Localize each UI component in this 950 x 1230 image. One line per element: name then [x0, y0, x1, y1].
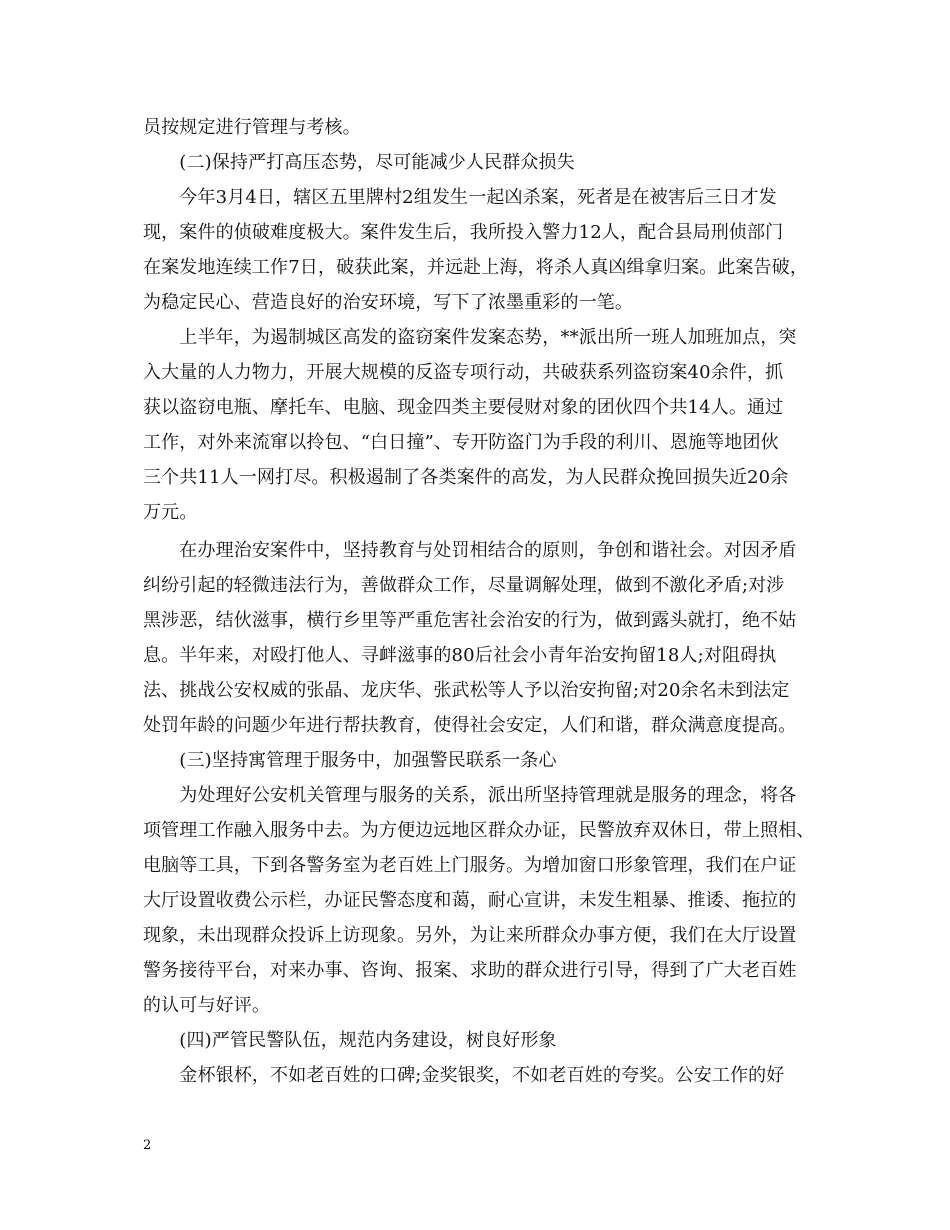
text-line-14: 纠纷引起的轻微违法行为，善做群众工作，尽量调解处理，做到不激化矛盾;对涉: [143, 575, 785, 596]
text-line-8: 入大量的人力物力，开展大规模的反盗专项行动，共破获系列盗窃案40余件，抓: [143, 362, 784, 383]
text-line-18: 处罚年龄的问题少年进行帮扶教育，使得社会安定，人们和谐，群众满意度提高。: [143, 715, 797, 736]
text-line-4: 现，案件的侦破难度极大。案件发生后，我所投入警力12人，配合县局刑侦部门: [143, 222, 784, 243]
section-heading-4: (四)严管民警队伍，规范内务建设，树良好形象: [143, 1030, 557, 1051]
text-line-7: 上半年，为遏制城区高发的盗窃案件发案态势，**派出所一班人加班加点，突: [143, 327, 797, 348]
text-line-12: 万元。: [143, 502, 198, 523]
text-line-22: 电脑等工具，下到各警务室为老百姓上门服务。为增加窗口形象管理，我们在户证: [143, 855, 797, 876]
text-line-28: 金杯银杯，不如老百姓的口碑;金奖银奖，不如老百姓的夸奖。公安工作的好: [143, 1065, 785, 1086]
text-line-25: 警务接待平台，对来办事、咨询、报案、求助的群众进行引导，得到了广大老百姓: [143, 960, 797, 981]
text-line-23: 大厅设置收费公示栏，办证民警态度和蔼，耐心宣讲，未发生粗暴、推诿、拖拉的: [143, 890, 797, 911]
page-number: 2: [143, 1138, 152, 1153]
text-line-10: 工作，对外来流窜以拎包、“白日撞”、专开防盗门为手段的利川、恩施等地团伙: [143, 432, 779, 453]
section-heading-2: (二)保持严打高压态势，尽可能减少人民群众损失: [143, 152, 575, 173]
text-line-11: 三个共11人一网打尽。积极遏制了各类案件的高发，为人民群众挽回损失近20余: [143, 467, 789, 488]
text-line-5: 在案发地连续工作7日，破获此案，并远赴上海，将杀人真凶缉拿归案。此案告破，: [143, 257, 808, 278]
text-line-17: 法、挑战公安权威的张晶、龙庆华、张武松等人予以治安拘留;对20余名未到法定: [143, 680, 790, 701]
text-line-13: 在办理治安案件中，坚持教育与处罚相结合的原则，争创和谐社会。对因矛盾: [143, 540, 797, 561]
text-line-9: 获以盗窃电瓶、摩托车、电脑、现金四类主要侵财对象的团伙四个共14人。通过: [143, 397, 784, 418]
text-line-21: 项管理工作融入服务中去。为方便边远地区群众办证，民警放弃双休日，带上照相、: [143, 820, 815, 841]
text-line-16: 息。半年来，对殴打他人、寻衅滋事的80后社会小青年治安拘留18人;对阻碍执: [143, 645, 777, 666]
text-line-20: 为处理好公安机关管理与服务的关系，派出所坚持管理就是服务的理念，将各: [143, 785, 797, 806]
text-line-24: 现象，未出现群众投诉上访现象。另外，为让来所群众办事方便，我们在大厅设置: [143, 925, 797, 946]
text-line-26: 的认可与好评。: [143, 995, 271, 1016]
section-heading-3: (三)坚持寓管理于服务中，加强警民联系一条心: [143, 750, 557, 771]
text-line-1: 员按规定进行管理与考核。: [143, 117, 361, 138]
text-line-6: 为稳定民心、营造良好的治安环境，写下了浓墨重彩的一笔。: [143, 292, 634, 313]
text-line-15: 黑涉恶，结伙滋事，横行乡里等严重危害社会治安的行为，做到露头就打，绝不姑: [143, 610, 797, 631]
body-text: [143, 110, 815, 1093]
text-line-3: 今年3月4日，辖区五里牌村2组发生一起凶杀案，死者是在被害后三日才发: [143, 187, 777, 208]
